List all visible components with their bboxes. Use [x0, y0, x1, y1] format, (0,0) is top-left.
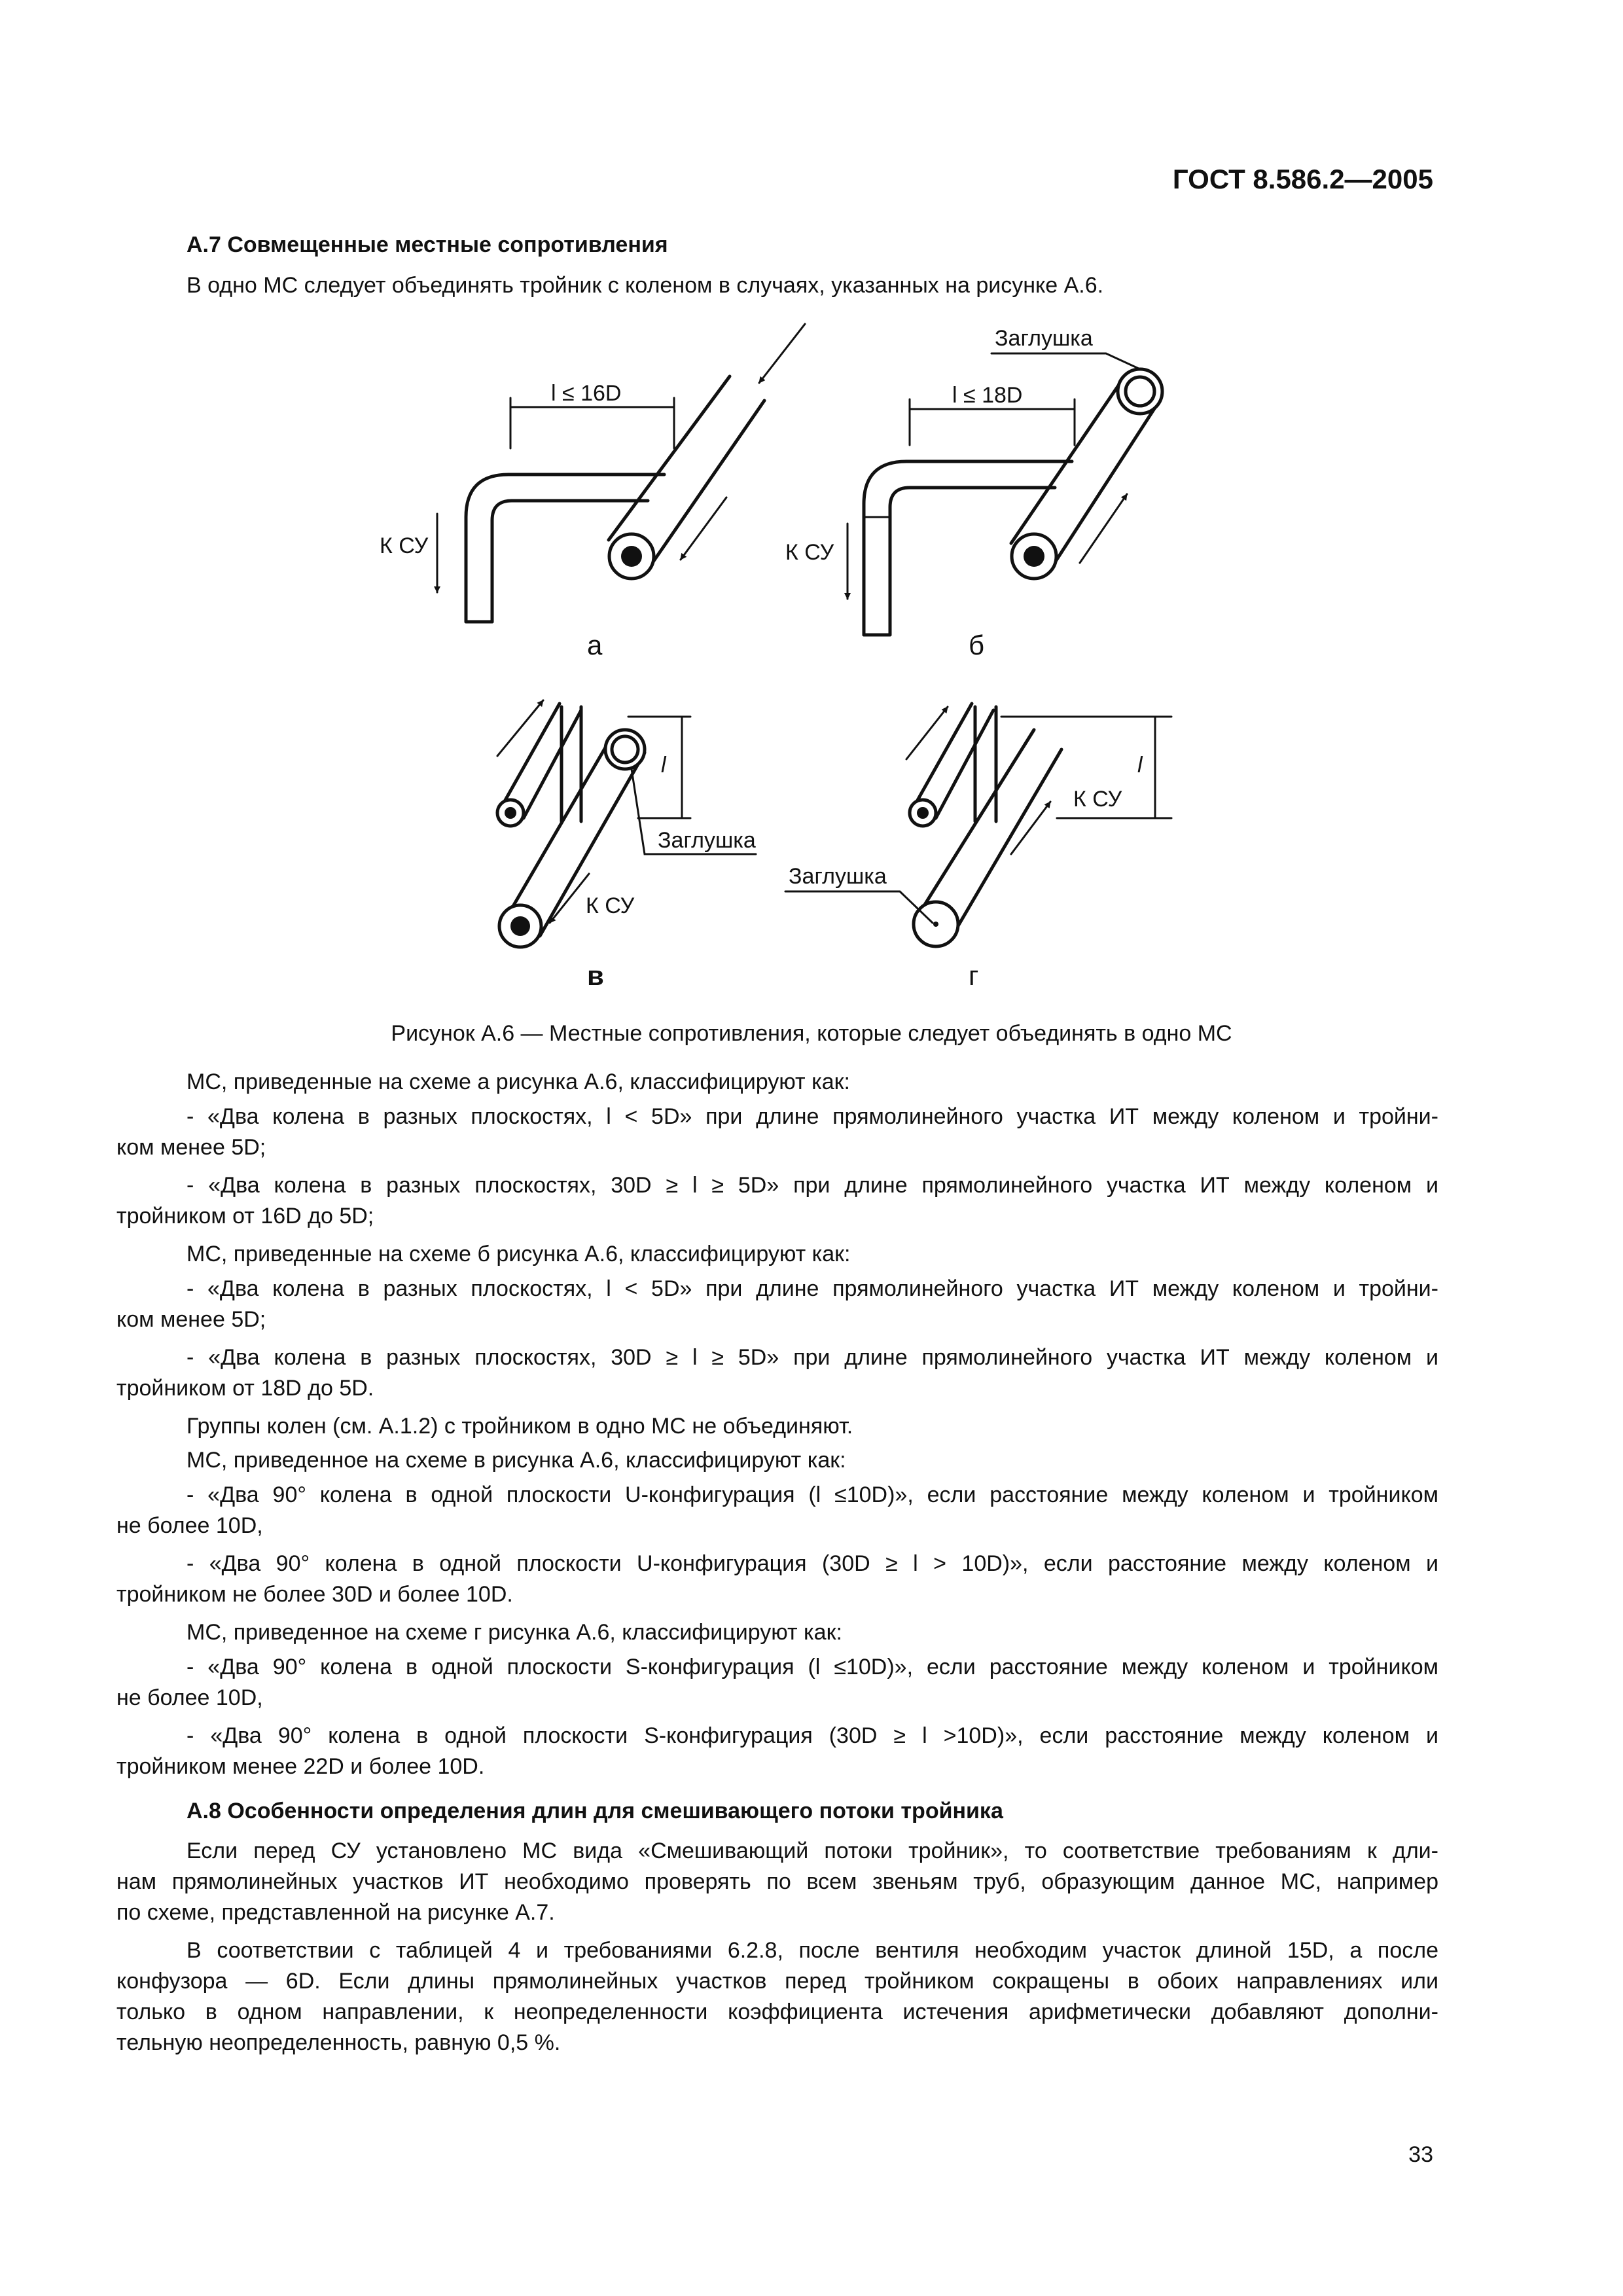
list-item-cont: тройником менее 22D и более 10D.: [116, 1754, 485, 1779]
dim-label-a: l ≤ 16D: [551, 381, 622, 406]
paragraph: МС, приведенное на схеме в рисунка А.6, классифицируют как:: [187, 1448, 846, 1473]
paragraph-line: нам прямолинейных участков ИТ необходимо проверять по всем звеньям труб, образующим данное МС, например: [116, 1869, 1438, 1894]
list-item-cont: не более 10D,: [116, 1685, 263, 1710]
standard-designation: ГОСТ 8.586.2—2005: [1172, 164, 1433, 194]
paragraph: Группы колен (см. А.1.2) с тройником в одно МС не объединяют.: [187, 1414, 853, 1439]
list-item-cont: ком менее 5D;: [116, 1135, 266, 1160]
to-meter-label-d: К СУ: [1073, 787, 1122, 812]
list-item: - «Два колена в разных плоскостях, l < 5D» при длине прямолинейного участка ИТ между коленом и тройни-: [187, 1276, 1438, 1301]
paragraph-line: тельную неопределенность, равную 0,5 %.: [116, 2030, 561, 2055]
diagram-label-c: в: [587, 960, 604, 991]
plug-label-b: Заглушка: [995, 326, 1093, 351]
list-item-cont: тройником от 18D до 5D.: [116, 1376, 374, 1401]
section-a7-title: А.7 Совмещенные местные сопротивления: [187, 232, 668, 257]
page-number: 33: [1408, 2142, 1433, 2167]
figure-caption: Рисунок А.6 — Местные сопротивления, которые следует объединять в одно МС: [391, 1021, 1232, 1046]
paragraph: МС, приведенное на схеме г рисунка А.6, классифицируют как:: [187, 1620, 842, 1645]
plug-label-d: Заглушка: [789, 864, 887, 889]
to-meter-label-a: К СУ: [380, 533, 429, 558]
to-meter-label-b: К СУ: [785, 540, 834, 565]
list-item: - «Два 90° колена в одной плоскости U-конфигурация (l ≤10D)», если расстояние между коленом и тройником: [187, 1482, 1438, 1507]
diagram-d: [785, 704, 1171, 946]
diagram-label-b: б: [969, 630, 985, 660]
to-meter-label-c: К СУ: [586, 893, 635, 918]
list-item: - «Два 90° колена в одной плоскости S-конфигурация (30D ≥ l >10D)», если расстояние между коленом и: [187, 1723, 1438, 1748]
diagram-a: [437, 324, 805, 622]
paragraph: МС, приведенные на схеме б рисунка А.6, классифицируют как:: [187, 1242, 851, 1266]
list-item: - «Два 90° колена в одной плоскости S-конфигурация (l ≤10D)», если расстояние между коленом и тройником: [187, 1655, 1438, 1679]
paragraph-line: только в одном направлении, к неопределенности коэффициента истечения арифметически добавляют дополни-: [116, 2000, 1438, 2024]
paragraph-line: В соответствии с таблицей 4 и требованиями 6.2.8, после вентиля необходим участок длиной 15D, а после: [187, 1938, 1438, 1963]
diagram-label-a: а: [587, 630, 603, 660]
list-item-cont: не более 10D,: [116, 1513, 263, 1538]
paragraph-line: по схеме, представленной на рисунке А.7.: [116, 1900, 555, 1925]
section-a7-intro: В одно МС следует объединять тройник с коленом в случаях, указанных на рисунке А.6.: [187, 273, 1104, 298]
plug-label-c: Заглушка: [658, 828, 756, 853]
list-item: - «Два колена в разных плоскостях, l < 5D» при длине прямолинейного участка ИТ между коленом и тройни-: [187, 1104, 1438, 1129]
dim-label-c: l: [661, 753, 666, 778]
dim-label-d: l: [1137, 753, 1143, 778]
paragraph: МС, приведенные на схеме а рисунка А.6, классифицируют как:: [187, 1069, 850, 1094]
list-item-cont: тройником не более 30D и более 10D.: [116, 1582, 513, 1607]
paragraph-line: Если перед СУ установлено МС вида «Смешивающий потоки тройник», то соответствие требованиям к дли-: [187, 1839, 1438, 1863]
dim-label-b: l ≤ 18D: [952, 383, 1023, 408]
figure-a6: [0, 0, 1623, 995]
list-item-cont: тройником от 16D до 5D;: [116, 1204, 374, 1229]
list-item: - «Два 90° колена в одной плоскости U-конфигурация (30D ≥ l > 10D)», если расстояние между коленом и: [187, 1551, 1438, 1576]
section-a8-title: А.8 Особенности определения длин для смешивающего потоки тройника: [187, 1799, 1003, 1823]
list-item: - «Два колена в разных плоскостях, 30D ≥ l ≥ 5D» при длине прямолинейного участка ИТ между коленом и: [187, 1345, 1438, 1370]
diagram-label-d: г: [969, 960, 979, 991]
list-item: - «Два колена в разных плоскостях, 30D ≥ l ≥ 5D» при длине прямолинейного участка ИТ между коленом и: [187, 1173, 1438, 1198]
list-item-cont: ком менее 5D;: [116, 1307, 266, 1332]
paragraph-line: конфузора — 6D. Если длины прямолинейных участков перед тройником сокращены в обоих направлениях или: [116, 1969, 1438, 1994]
